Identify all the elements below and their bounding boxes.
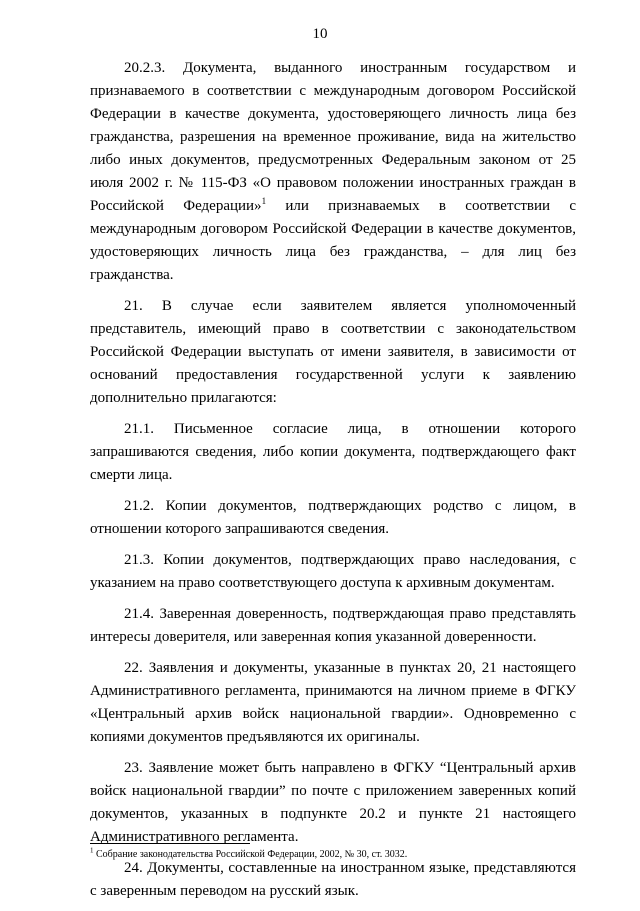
footnote-text: Собрание законодательства Российской Федерации, 2002, № 30, ст. 3032. (93, 849, 408, 860)
paragraph-24: 24. Документы, составленные на иностранном языке, представляются с заверенным переводом на русский язык. (90, 860, 576, 899)
paragraph-21-1: 21.1. Письменное согласие лица, в отношении которого запрашиваются сведения, либо копии документа, подтверждающего факт смерти лица. (90, 421, 576, 483)
paragraph-21: 21. В случае если заявителем является уполномоченный представитель, имеющий право в соответствии с законодательством Российской Федерации выступать от имени заявителя, в зависимости от оснований предоставления государственной услуги к заявлению дополнительно прилагаются: (90, 298, 576, 406)
paragraph-23: 23. Заявление может быть направлено в ФГКУ “Центральный архив войск национальной гвардии” по почте с приложением заверенных копий документов, указанных в подпункте 20.2 и пункте 21 настоящего Административного регламента. (90, 760, 576, 845)
paragraph-text-continued: или признаваемых в соответствии с международным договором Российской Федерации в качестве документов, удостоверяющих личность лица без гражданства, – для лиц без гражданства. (90, 198, 576, 283)
document-body (90, 57, 576, 911)
paragraph-21-2: 21.2. Копии документов, подтверждающих родство с лицом, в отношении которого запрашиваются сведения. (90, 498, 576, 537)
paragraph-21-3: 21.3. Копии документов, подтверждающих право наследования, с указанием на право соответствующего доступа к архивным документам. (90, 552, 576, 591)
paragraph-21-4: 21.4. Заверенная доверенность, подтверждающая право представлять интересы доверителя, или заверенная копия указанной доверенности. (90, 606, 576, 645)
paragraph-text: 20.2.3. Документа, выданного иностранным государством и признаваемого в соответствии с международным договором Российской Федерации в качестве документа, удостоверяющего личность лица без гражданства, разрешения на временное проживание, вида на жительство либо иных документов, предусмотренных Федеральным законом от 25 июля 2002 г. № 115-ФЗ «О правовом положении иностранных граждан в Российской Федерации» (90, 60, 576, 214)
footnote-reference: 1 (261, 196, 267, 206)
page-number: 10 (312, 26, 328, 42)
paragraph-20-2-3 (90, 57, 576, 287)
footnote-divider (90, 843, 250, 844)
paragraph-22: 22. Заявления и документы, указанные в пунктах 20, 21 настоящего Административного регламента, принимаются на личном приеме в ФГКУ «Центральный архив войск национальной гвардии». Одновременно с копиями документов предъявляются их оригиналы. (90, 660, 576, 745)
footnote (90, 848, 576, 861)
footnote-marker: 1 (90, 846, 94, 855)
